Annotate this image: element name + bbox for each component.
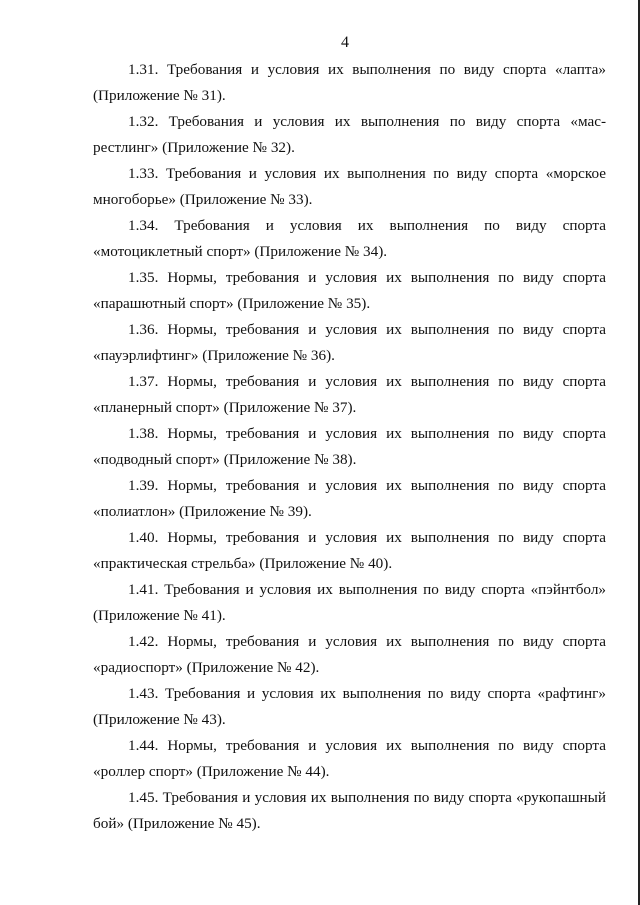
document-body: [93, 57, 606, 837]
list-item-text: 1.36. Нормы, требования и условия их выполнения по виду спорта: [128, 321, 606, 338]
list-item-text: «роллер спорт» (Приложение № 44).: [93, 763, 330, 780]
list-item-text: «практическая стрельба» (Приложение № 40).: [93, 555, 393, 572]
list-item-text: 1.44. Нормы, требования и условия их выполнения по виду спорта: [128, 737, 606, 754]
list-item-text: «парашютный спорт» (Приложение № 35).: [93, 295, 371, 312]
list-item-text: 1.40. Нормы, требования и условия их выполнения по виду спорта: [128, 529, 606, 546]
list-item-text: 1.38. Нормы, требования и условия их выполнения по виду спорта: [128, 425, 606, 442]
list-item: [93, 473, 606, 525]
list-item: [93, 421, 606, 473]
list-item: [93, 317, 606, 369]
list-item-text: 1.45. Требования и условия их выполнения по виду спорта «рукопашный: [128, 789, 606, 806]
list-item-text: 1.43. Требования и условия их выполнения по виду спорта «рафтинг»: [128, 685, 606, 702]
list-item: [93, 213, 606, 265]
list-item-text: «полиатлон» (Приложение № 39).: [93, 503, 312, 520]
list-item: [93, 733, 606, 785]
list-item: [93, 577, 606, 629]
list-item: [93, 525, 606, 577]
list-item-text: 1.37. Нормы, требования и условия их выполнения по виду спорта: [128, 373, 606, 390]
list-item: [93, 629, 606, 681]
list-item-text: многоборье» (Приложение № 33).: [93, 191, 313, 208]
list-item: [93, 681, 606, 733]
list-item: [93, 57, 606, 109]
list-item-text: рестлинг» (Приложение № 32).: [93, 139, 295, 156]
list-item-text: 1.35. Нормы, требования и условия их выполнения по виду спорта: [128, 269, 606, 286]
list-item: [93, 369, 606, 421]
list-item: [93, 161, 606, 213]
list-item-text: 1.33. Требования и условия их выполнения по виду спорта «морское: [128, 165, 606, 182]
page-number: 4: [341, 34, 349, 51]
list-item-text: 1.31. Требования и условия их выполнения по виду спорта «лапта»: [128, 61, 606, 78]
list-item: [93, 109, 606, 161]
list-item-text: 1.42. Нормы, требования и условия их выполнения по виду спорта: [128, 633, 606, 650]
list-item-text: (Приложение № 31).: [93, 87, 226, 104]
list-item-text: «планерный спорт» (Приложение № 37).: [93, 399, 357, 416]
list-item-text: 1.32. Требования и условия их выполнения по виду спорта «мас-: [128, 113, 606, 130]
list-item-text: «пауэрлифтинг» (Приложение № 36).: [93, 347, 335, 364]
list-item-text: «мотоциклетный спорт» (Приложение № 34).: [93, 243, 388, 260]
list-item-text: «радиоспорт» (Приложение № 42).: [93, 659, 320, 676]
list-item-text: (Приложение № 41).: [93, 607, 226, 624]
list-item-text: 1.39. Нормы, требования и условия их выполнения по виду спорта: [128, 477, 606, 494]
list-item: [93, 785, 606, 837]
list-item: [93, 265, 606, 317]
list-item-text: (Приложение № 43).: [93, 711, 226, 728]
list-item-text: «подводный спорт» (Приложение № 38).: [93, 451, 357, 468]
list-item-text: бой» (Приложение № 45).: [93, 815, 261, 832]
list-item-text: 1.41. Требования и условия их выполнения по виду спорта «пэйнтбол»: [128, 581, 606, 598]
list-item-text: 1.34. Требования и условия их выполнения по виду спорта: [128, 217, 606, 234]
